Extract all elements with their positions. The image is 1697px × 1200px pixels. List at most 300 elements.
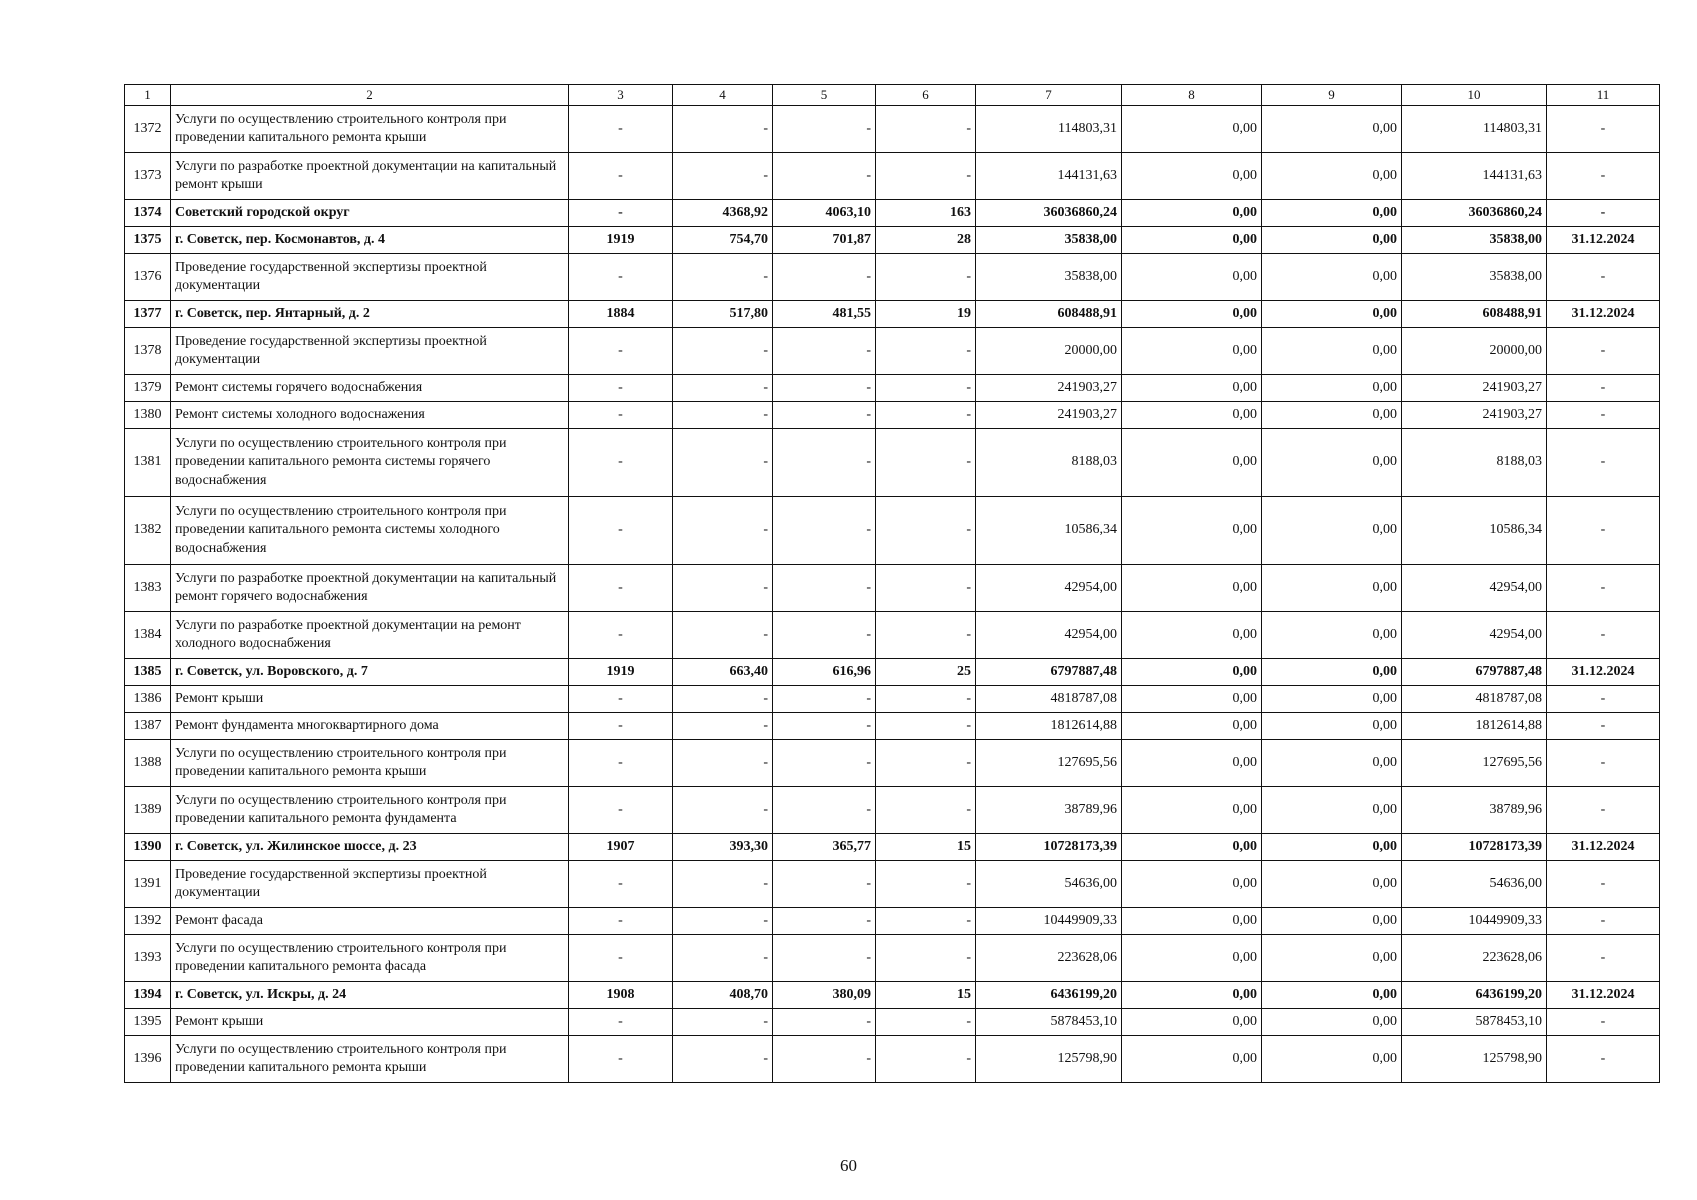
cell-total-area: 663,40: [673, 659, 773, 686]
header-col-7: 7: [976, 85, 1122, 106]
cell-total-area: 408,70: [673, 982, 773, 1009]
cell-living-area: -: [773, 740, 876, 787]
cell-completion-date: -: [1547, 740, 1660, 787]
cell-residents: -: [876, 328, 976, 375]
cell-row-number: 1394: [125, 982, 171, 1009]
cell-regional-funds: 0,00: [1262, 834, 1402, 861]
cell-owner-funds: 10728173,39: [1402, 834, 1547, 861]
cell-year-built: 1884: [569, 301, 673, 328]
cell-total-area: -: [673, 713, 773, 740]
cell-total-area: -: [673, 1036, 773, 1083]
header-col-11: 11: [1547, 85, 1660, 106]
cell-completion-date: -: [1547, 200, 1660, 227]
cell-row-number: 1387: [125, 713, 171, 740]
cell-year-built: -: [569, 935, 673, 982]
cell-regional-funds: 0,00: [1262, 375, 1402, 402]
cell-year-built: -: [569, 713, 673, 740]
cell-year-built: -: [569, 200, 673, 227]
cell-owner-funds: 38789,96: [1402, 787, 1547, 834]
cell-total-cost: 6436199,20: [976, 982, 1122, 1009]
cell-year-built: -: [569, 106, 673, 153]
cell-residents: -: [876, 787, 976, 834]
cell-item-name: г. Советск, ул. Воровского, д. 7: [171, 659, 569, 686]
cell-total-cost: 241903,27: [976, 402, 1122, 429]
cell-federal-funds: 0,00: [1122, 659, 1262, 686]
table-row: [125, 153, 1660, 200]
cell-total-cost: 35838,00: [976, 254, 1122, 301]
cell-row-number: 1377: [125, 301, 171, 328]
cell-total-area: -: [673, 429, 773, 497]
header-col-9: 9: [1262, 85, 1402, 106]
cell-regional-funds: 0,00: [1262, 982, 1402, 1009]
cell-living-area: -: [773, 254, 876, 301]
cell-total-area: -: [673, 375, 773, 402]
cell-owner-funds: 10449909,33: [1402, 908, 1547, 935]
table-row: [125, 375, 1660, 402]
cell-total-cost: 35838,00: [976, 227, 1122, 254]
cell-residents: -: [876, 908, 976, 935]
cell-federal-funds: 0,00: [1122, 153, 1262, 200]
cell-year-built: -: [569, 429, 673, 497]
cell-total-area: 517,80: [673, 301, 773, 328]
cell-residents: 15: [876, 982, 976, 1009]
header-col-6: 6: [876, 85, 976, 106]
cell-item-name: Услуги по осуществлению строительного контроля при проведении капитального ремонта фундамента: [171, 787, 569, 834]
cell-completion-date: -: [1547, 153, 1660, 200]
cell-owner-funds: 127695,56: [1402, 740, 1547, 787]
cell-completion-date: -: [1547, 565, 1660, 612]
cell-row-number: 1372: [125, 106, 171, 153]
cell-completion-date: -: [1547, 908, 1660, 935]
cell-regional-funds: 0,00: [1262, 1009, 1402, 1036]
cell-total-area: -: [673, 402, 773, 429]
cell-row-number: 1378: [125, 328, 171, 375]
cell-completion-date: -: [1547, 861, 1660, 908]
cell-completion-date: -: [1547, 429, 1660, 497]
header-col-3: 3: [569, 85, 673, 106]
cell-year-built: -: [569, 908, 673, 935]
cell-item-name: Проведение государственной экспертизы проектной документации: [171, 861, 569, 908]
cell-item-name: г. Советск, пер. Космонавтов, д. 4: [171, 227, 569, 254]
cell-total-area: -: [673, 1009, 773, 1036]
cell-federal-funds: 0,00: [1122, 328, 1262, 375]
cell-owner-funds: 114803,31: [1402, 106, 1547, 153]
cell-item-name: г. Советск, ул. Искры, д. 24: [171, 982, 569, 1009]
cell-item-name: Услуги по осуществлению строительного контроля при проведении капитального ремонта фасада: [171, 935, 569, 982]
cell-owner-funds: 223628,06: [1402, 935, 1547, 982]
cell-living-area: -: [773, 429, 876, 497]
cell-federal-funds: 0,00: [1122, 402, 1262, 429]
cell-item-name: Услуги по осуществлению строительного контроля при проведении капитального ремонта крыши: [171, 106, 569, 153]
page-number: 60: [840, 1156, 857, 1175]
cell-completion-date: -: [1547, 686, 1660, 713]
cell-completion-date: 31.12.2024: [1547, 982, 1660, 1009]
cell-federal-funds: 0,00: [1122, 1036, 1262, 1083]
cell-row-number: 1392: [125, 908, 171, 935]
cell-living-area: -: [773, 787, 876, 834]
cell-total-cost: 8188,03: [976, 429, 1122, 497]
table-body: [125, 106, 1660, 1083]
cell-residents: -: [876, 686, 976, 713]
cell-row-number: 1373: [125, 153, 171, 200]
cell-residents: -: [876, 429, 976, 497]
cell-completion-date: -: [1547, 402, 1660, 429]
cell-living-area: 380,09: [773, 982, 876, 1009]
cell-total-cost: 241903,27: [976, 375, 1122, 402]
cell-row-number: 1376: [125, 254, 171, 301]
cell-owner-funds: 4818787,08: [1402, 686, 1547, 713]
cell-regional-funds: 0,00: [1262, 1036, 1402, 1083]
cell-total-cost: 114803,31: [976, 106, 1122, 153]
cell-completion-date: -: [1547, 1036, 1660, 1083]
cell-owner-funds: 42954,00: [1402, 565, 1547, 612]
cell-item-name: Проведение государственной экспертизы проектной документации: [171, 328, 569, 375]
table-row: [125, 1009, 1660, 1036]
cell-regional-funds: 0,00: [1262, 301, 1402, 328]
cell-total-area: -: [673, 497, 773, 565]
cell-total-cost: 127695,56: [976, 740, 1122, 787]
cell-year-built: -: [569, 402, 673, 429]
table-row: [125, 497, 1660, 565]
cell-federal-funds: 0,00: [1122, 497, 1262, 565]
cell-total-area: 4368,92: [673, 200, 773, 227]
cell-living-area: -: [773, 375, 876, 402]
cell-regional-funds: 0,00: [1262, 106, 1402, 153]
header-col-4: 4: [673, 85, 773, 106]
cell-total-cost: 144131,63: [976, 153, 1122, 200]
cell-total-area: -: [673, 686, 773, 713]
cell-row-number: 1391: [125, 861, 171, 908]
cell-federal-funds: 0,00: [1122, 713, 1262, 740]
cell-total-cost: 20000,00: [976, 328, 1122, 375]
table-row: [125, 429, 1660, 497]
cell-total-area: -: [673, 612, 773, 659]
cell-item-name: Услуги по осуществлению строительного контроля при проведении капитального ремонта системы холодного водоснабжения: [171, 497, 569, 565]
cell-living-area: -: [773, 565, 876, 612]
cell-owner-funds: 42954,00: [1402, 612, 1547, 659]
cell-regional-funds: 0,00: [1262, 740, 1402, 787]
cell-total-cost: 36036860,24: [976, 200, 1122, 227]
cell-row-number: 1386: [125, 686, 171, 713]
cell-residents: 25: [876, 659, 976, 686]
cell-total-area: -: [673, 740, 773, 787]
cell-row-number: 1381: [125, 429, 171, 497]
cell-row-number: 1385: [125, 659, 171, 686]
cell-regional-funds: 0,00: [1262, 328, 1402, 375]
cell-owner-funds: 144131,63: [1402, 153, 1547, 200]
cell-residents: -: [876, 1009, 976, 1036]
cell-federal-funds: 0,00: [1122, 1009, 1262, 1036]
table-row: [125, 935, 1660, 982]
cell-row-number: 1388: [125, 740, 171, 787]
cell-living-area: 365,77: [773, 834, 876, 861]
cell-item-name: г. Советск, ул. Жилинское шоссе, д. 23: [171, 834, 569, 861]
table-row: [125, 740, 1660, 787]
cell-federal-funds: 0,00: [1122, 254, 1262, 301]
table-row: [125, 565, 1660, 612]
cell-year-built: -: [569, 153, 673, 200]
cell-total-area: -: [673, 861, 773, 908]
cell-year-built: -: [569, 375, 673, 402]
cell-year-built: -: [569, 686, 673, 713]
cell-year-built: -: [569, 612, 673, 659]
cell-living-area: 481,55: [773, 301, 876, 328]
cell-total-cost: 54636,00: [976, 861, 1122, 908]
cell-total-cost: 608488,91: [976, 301, 1122, 328]
cell-completion-date: -: [1547, 328, 1660, 375]
cell-total-area: -: [673, 908, 773, 935]
cell-living-area: -: [773, 153, 876, 200]
cell-total-area: -: [673, 935, 773, 982]
cell-completion-date: -: [1547, 254, 1660, 301]
cell-completion-date: 31.12.2024: [1547, 659, 1660, 686]
cell-total-cost: 1812614,88: [976, 713, 1122, 740]
table-row: [125, 328, 1660, 375]
cell-federal-funds: 0,00: [1122, 429, 1262, 497]
header-col-5: 5: [773, 85, 876, 106]
cell-year-built: -: [569, 328, 673, 375]
cell-owner-funds: 54636,00: [1402, 861, 1547, 908]
cell-regional-funds: 0,00: [1262, 612, 1402, 659]
cell-federal-funds: 0,00: [1122, 375, 1262, 402]
cell-total-cost: 42954,00: [976, 612, 1122, 659]
cell-owner-funds: 20000,00: [1402, 328, 1547, 375]
cell-year-built: 1907: [569, 834, 673, 861]
cell-owner-funds: 36036860,24: [1402, 200, 1547, 227]
cell-completion-date: -: [1547, 612, 1660, 659]
header-col-10: 10: [1402, 85, 1547, 106]
cell-year-built: 1908: [569, 982, 673, 1009]
cell-residents: -: [876, 861, 976, 908]
cell-owner-funds: 6797887,48: [1402, 659, 1547, 686]
cell-total-area: 754,70: [673, 227, 773, 254]
cell-residents: -: [876, 254, 976, 301]
cell-total-cost: 10586,34: [976, 497, 1122, 565]
cell-year-built: -: [569, 497, 673, 565]
cell-completion-date: 31.12.2024: [1547, 301, 1660, 328]
cell-residents: -: [876, 497, 976, 565]
cell-row-number: 1393: [125, 935, 171, 982]
document-sheet: [124, 84, 1659, 1083]
table-row: [125, 1036, 1660, 1083]
cell-regional-funds: 0,00: [1262, 227, 1402, 254]
cell-row-number: 1375: [125, 227, 171, 254]
cell-total-cost: 223628,06: [976, 935, 1122, 982]
cell-year-built: -: [569, 565, 673, 612]
cell-year-built: -: [569, 740, 673, 787]
cell-regional-funds: 0,00: [1262, 908, 1402, 935]
cell-living-area: 4063,10: [773, 200, 876, 227]
cell-regional-funds: 0,00: [1262, 861, 1402, 908]
cell-item-name: Советский городской округ: [171, 200, 569, 227]
cell-year-built: 1919: [569, 659, 673, 686]
cell-living-area: -: [773, 861, 876, 908]
cell-federal-funds: 0,00: [1122, 301, 1262, 328]
cell-row-number: 1382: [125, 497, 171, 565]
cell-row-number: 1383: [125, 565, 171, 612]
cell-residents: -: [876, 1036, 976, 1083]
cell-row-number: 1379: [125, 375, 171, 402]
cell-owner-funds: 35838,00: [1402, 254, 1547, 301]
table-row: [125, 787, 1660, 834]
cell-total-area: -: [673, 106, 773, 153]
cell-federal-funds: 0,00: [1122, 200, 1262, 227]
table-row: [125, 612, 1660, 659]
cell-residents: -: [876, 402, 976, 429]
repair-schedule-table: [124, 84, 1660, 1083]
cell-owner-funds: 10586,34: [1402, 497, 1547, 565]
cell-total-cost: 10449909,33: [976, 908, 1122, 935]
cell-item-name: Ремонт системы холодного водоснажения: [171, 402, 569, 429]
cell-total-area: -: [673, 565, 773, 612]
cell-total-area: -: [673, 153, 773, 200]
table-row: [125, 861, 1660, 908]
cell-regional-funds: 0,00: [1262, 565, 1402, 612]
table-row-address: [125, 227, 1660, 254]
cell-item-name: г. Советск, пер. Янтарный, д. 2: [171, 301, 569, 328]
cell-residents: -: [876, 740, 976, 787]
cell-year-built: -: [569, 787, 673, 834]
cell-row-number: 1384: [125, 612, 171, 659]
table-row-address: [125, 834, 1660, 861]
cell-residents: 163: [876, 200, 976, 227]
cell-federal-funds: 0,00: [1122, 686, 1262, 713]
cell-item-name: Услуги по разработке проектной документации на ремонт холодного водоснабжения: [171, 612, 569, 659]
cell-residents: -: [876, 375, 976, 402]
cell-total-cost: 6797887,48: [976, 659, 1122, 686]
cell-item-name: Ремонт крыши: [171, 1009, 569, 1036]
cell-total-area: -: [673, 328, 773, 375]
cell-federal-funds: 0,00: [1122, 935, 1262, 982]
cell-regional-funds: 0,00: [1262, 429, 1402, 497]
cell-owner-funds: 125798,90: [1402, 1036, 1547, 1083]
cell-completion-date: -: [1547, 375, 1660, 402]
cell-total-cost: 5878453,10: [976, 1009, 1122, 1036]
cell-completion-date: -: [1547, 106, 1660, 153]
cell-federal-funds: 0,00: [1122, 834, 1262, 861]
cell-item-name: Услуги по разработке проектной документации на капитальный ремонт крыши: [171, 153, 569, 200]
cell-residents: 19: [876, 301, 976, 328]
cell-regional-funds: 0,00: [1262, 686, 1402, 713]
cell-item-name: Ремонт фундамента многоквартирного дома: [171, 713, 569, 740]
cell-living-area: -: [773, 1036, 876, 1083]
cell-federal-funds: 0,00: [1122, 565, 1262, 612]
cell-completion-date: -: [1547, 497, 1660, 565]
header-col-2: 2: [171, 85, 569, 106]
cell-total-cost: 38789,96: [976, 787, 1122, 834]
cell-completion-date: 31.12.2024: [1547, 834, 1660, 861]
cell-residents: -: [876, 153, 976, 200]
cell-living-area: -: [773, 1009, 876, 1036]
table-row: [125, 402, 1660, 429]
cell-federal-funds: 0,00: [1122, 227, 1262, 254]
cell-residents: -: [876, 612, 976, 659]
cell-year-built: -: [569, 861, 673, 908]
cell-federal-funds: 0,00: [1122, 908, 1262, 935]
cell-completion-date: 31.12.2024: [1547, 227, 1660, 254]
cell-completion-date: -: [1547, 787, 1660, 834]
cell-owner-funds: 608488,91: [1402, 301, 1547, 328]
cell-item-name: Услуги по осуществлению строительного контроля при проведении капитального ремонта крыши: [171, 740, 569, 787]
cell-living-area: 701,87: [773, 227, 876, 254]
cell-federal-funds: 0,00: [1122, 740, 1262, 787]
cell-owner-funds: 1812614,88: [1402, 713, 1547, 740]
cell-year-built: -: [569, 254, 673, 301]
cell-total-area: -: [673, 787, 773, 834]
cell-federal-funds: 0,00: [1122, 861, 1262, 908]
cell-regional-funds: 0,00: [1262, 935, 1402, 982]
cell-total-area: -: [673, 254, 773, 301]
cell-living-area: 616,96: [773, 659, 876, 686]
cell-residents: -: [876, 713, 976, 740]
cell-year-built: -: [569, 1009, 673, 1036]
cell-residents: -: [876, 565, 976, 612]
table-row: [125, 106, 1660, 153]
table-row: [125, 713, 1660, 740]
table-row: [125, 254, 1660, 301]
cell-regional-funds: 0,00: [1262, 200, 1402, 227]
cell-living-area: -: [773, 935, 876, 982]
cell-living-area: -: [773, 686, 876, 713]
cell-living-area: -: [773, 328, 876, 375]
cell-owner-funds: 35838,00: [1402, 227, 1547, 254]
cell-completion-date: -: [1547, 935, 1660, 982]
cell-item-name: Ремонт системы горячего водоснабжения: [171, 375, 569, 402]
cell-federal-funds: 0,00: [1122, 106, 1262, 153]
cell-regional-funds: 0,00: [1262, 402, 1402, 429]
cell-owner-funds: 5878453,10: [1402, 1009, 1547, 1036]
cell-living-area: -: [773, 713, 876, 740]
cell-regional-funds: 0,00: [1262, 659, 1402, 686]
cell-row-number: 1390: [125, 834, 171, 861]
cell-living-area: -: [773, 402, 876, 429]
table-row-address: [125, 659, 1660, 686]
cell-residents: 28: [876, 227, 976, 254]
cell-owner-funds: 241903,27: [1402, 402, 1547, 429]
cell-owner-funds: 6436199,20: [1402, 982, 1547, 1009]
table-row: [125, 686, 1660, 713]
cell-regional-funds: 0,00: [1262, 254, 1402, 301]
cell-row-number: 1380: [125, 402, 171, 429]
cell-living-area: -: [773, 106, 876, 153]
cell-living-area: -: [773, 612, 876, 659]
cell-item-name: Проведение государственной экспертизы проектной документации: [171, 254, 569, 301]
cell-total-cost: 125798,90: [976, 1036, 1122, 1083]
cell-year-built: 1919: [569, 227, 673, 254]
cell-regional-funds: 0,00: [1262, 153, 1402, 200]
cell-total-cost: 42954,00: [976, 565, 1122, 612]
table-row-address: [125, 200, 1660, 227]
cell-federal-funds: 0,00: [1122, 612, 1262, 659]
cell-residents: 15: [876, 834, 976, 861]
cell-item-name: Услуги по осуществлению строительного контроля при проведении капитального ремонта крыши: [171, 1036, 569, 1083]
cell-row-number: 1374: [125, 200, 171, 227]
cell-year-built: -: [569, 1036, 673, 1083]
table-row-address: [125, 982, 1660, 1009]
cell-total-cost: 10728173,39: [976, 834, 1122, 861]
cell-regional-funds: 0,00: [1262, 713, 1402, 740]
cell-item-name: Услуги по разработке проектной документации на капитальный ремонт горячего водоснабжения: [171, 565, 569, 612]
header-col-8: 8: [1122, 85, 1262, 106]
cell-living-area: -: [773, 908, 876, 935]
cell-owner-funds: 241903,27: [1402, 375, 1547, 402]
cell-regional-funds: 0,00: [1262, 497, 1402, 565]
cell-residents: -: [876, 106, 976, 153]
cell-completion-date: -: [1547, 713, 1660, 740]
cell-total-area: 393,30: [673, 834, 773, 861]
cell-item-name: Услуги по осуществлению строительного контроля при проведении капитального ремонта системы горячего водоснабжения: [171, 429, 569, 497]
cell-owner-funds: 8188,03: [1402, 429, 1547, 497]
